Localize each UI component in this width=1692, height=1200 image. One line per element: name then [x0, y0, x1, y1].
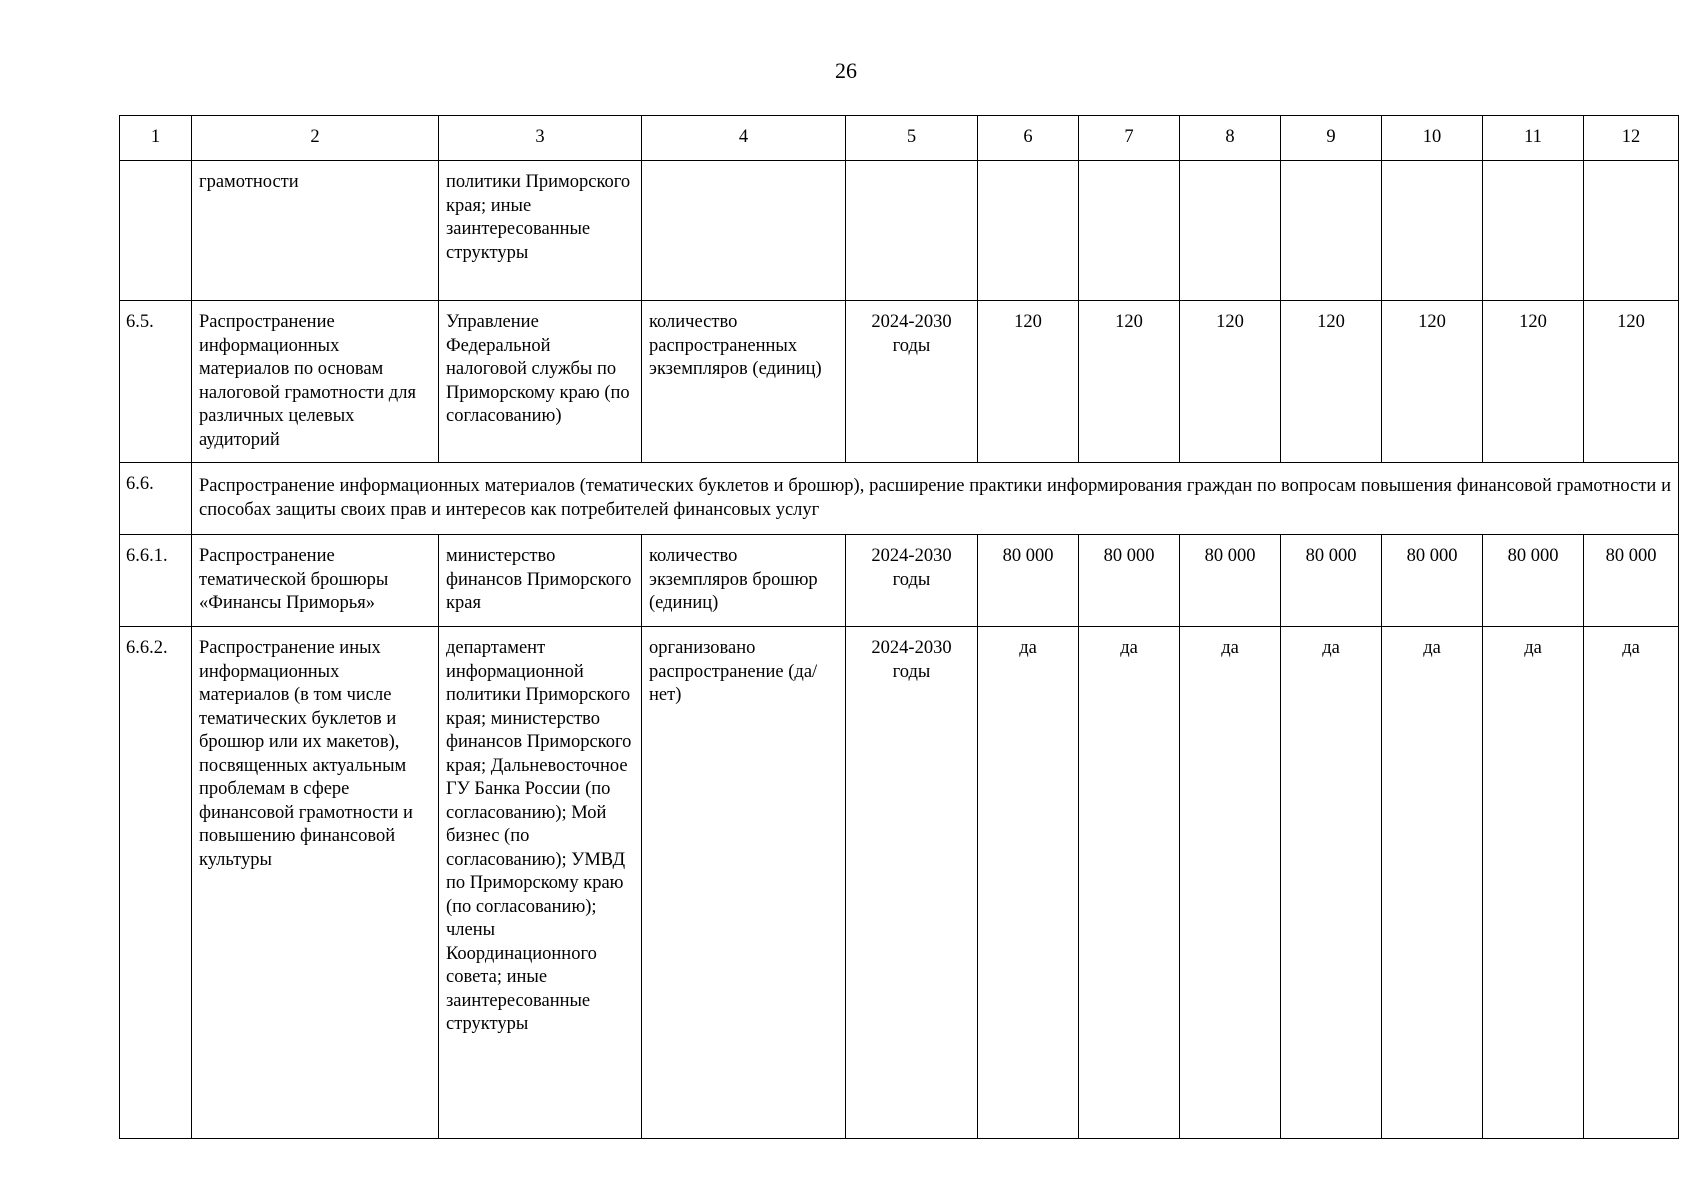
value-cell: да: [978, 627, 1079, 1139]
value-cell: [1483, 161, 1584, 301]
row-number: 6.6.1.: [120, 535, 192, 627]
column-header: 4: [642, 116, 846, 161]
column-header: 12: [1584, 116, 1679, 161]
value-cell: да: [1483, 627, 1584, 1139]
column-header: 8: [1180, 116, 1281, 161]
executor: политики Приморского края; иные заинтересованные структуры: [439, 161, 642, 301]
value-cell: 80 000: [1584, 535, 1679, 627]
value-cell: [1180, 161, 1281, 301]
column-header: 5: [846, 116, 978, 161]
value-cell: 120: [1584, 301, 1679, 463]
indicator: количество распространенных экземпляров (единиц): [642, 301, 846, 463]
column-header: 7: [1079, 116, 1180, 161]
value-cell: [1584, 161, 1679, 301]
column-header: 3: [439, 116, 642, 161]
column-header: 11: [1483, 116, 1584, 161]
value-cell: 120: [1483, 301, 1584, 463]
column-header: 1: [120, 116, 192, 161]
page-number: 26: [835, 58, 857, 83]
measure-name: грамотности: [192, 161, 439, 301]
indicator: количество экземпляров брошюр (единиц): [642, 535, 846, 627]
value-cell: 80 000: [978, 535, 1079, 627]
executor: министерство финансов Приморского края: [439, 535, 642, 627]
value-cell: 120: [978, 301, 1079, 463]
value-cell: да: [1382, 627, 1483, 1139]
period: [846, 161, 978, 301]
value-cell: [1079, 161, 1180, 301]
value-cell: [1281, 161, 1382, 301]
period: 2024-2030 годы: [846, 627, 978, 1139]
value-cell: 80 000: [1382, 535, 1483, 627]
executor: Управление Федеральной налоговой службы по Приморскому краю (по согласованию): [439, 301, 642, 463]
value-cell: да: [1180, 627, 1281, 1139]
value-cell: 80 000: [1281, 535, 1382, 627]
measure-name: Распространение иных информационных материалов (в том числе тематических буклетов и брошюр или их макетов), посвященных актуальным проблемам в сфере финансовой грамотности и повышению финансовой культуры: [192, 627, 439, 1139]
value-cell: 120: [1180, 301, 1281, 463]
period: 2024-2030 годы: [846, 301, 978, 463]
period: 2024-2030 годы: [846, 535, 978, 627]
row-number: 6.5.: [120, 301, 192, 463]
section-title: Распространение информационных материалов (тематических буклетов и брошюр), расширение практики информирования граждан по вопросам повышения финансовой грамотности и способах защиты своих прав и интересов как потребителей финансовых услуг: [192, 463, 1679, 535]
value-cell: 120: [1281, 301, 1382, 463]
value-cell: 80 000: [1483, 535, 1584, 627]
value-cell: 80 000: [1180, 535, 1281, 627]
executor: департамент информационной политики Приморского края; министерство финансов Приморского края; Дальневосточное ГУ Банка России (по согласованию); Мой бизнес (по согласованию); УМВД по Приморскому краю (по согласованию); члены Координационного совета; иные заинтересованные структуры: [439, 627, 642, 1139]
table-row: [120, 161, 1679, 301]
table-row: [120, 301, 1679, 463]
indicator: организовано распространение (да/нет): [642, 627, 846, 1139]
measure-name: Распространение информационных материалов по основам налоговой грамотности для различных целевых аудиторий: [192, 301, 439, 463]
value-cell: 120: [1382, 301, 1483, 463]
value-cell: 80 000: [1079, 535, 1180, 627]
column-header: 10: [1382, 116, 1483, 161]
value-cell: [978, 161, 1079, 301]
value-cell: [1382, 161, 1483, 301]
value-cell: да: [1281, 627, 1382, 1139]
row-number: 6.6.2.: [120, 627, 192, 1139]
column-header: 2: [192, 116, 439, 161]
value-cell: 120: [1079, 301, 1180, 463]
row-number: 6.6.: [120, 463, 192, 535]
column-header: 6: [978, 116, 1079, 161]
column-header: 9: [1281, 116, 1382, 161]
indicator: [642, 161, 846, 301]
value-cell: да: [1584, 627, 1679, 1139]
row-number: [120, 161, 192, 301]
table-row: [120, 627, 1679, 1139]
table-header-row: [120, 116, 1679, 161]
measures-table: [119, 115, 1679, 1139]
section-row: [120, 463, 1679, 535]
measure-name: Распространение тематической брошюры «Финансы Приморья»: [192, 535, 439, 627]
table-row: [120, 535, 1679, 627]
value-cell: да: [1079, 627, 1180, 1139]
